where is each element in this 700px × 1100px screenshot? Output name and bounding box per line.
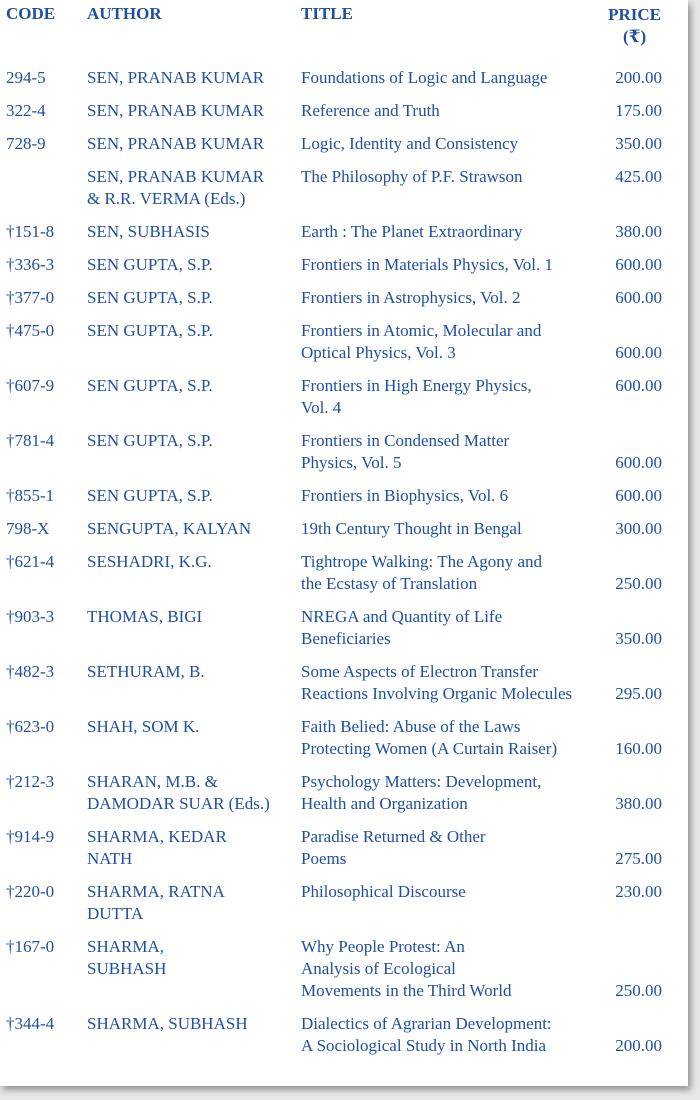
row-author [87,661,297,683]
row-author [87,606,297,628]
row-code: †482-3 [6,662,55,681]
row-title-line: Dialectics of Agrarian Development: [301,1014,552,1033]
row-title [301,485,601,507]
row-code: †220-0 [6,882,55,901]
row-title-line: Physics, Vol. 5 [301,453,402,472]
row-title [301,881,601,903]
row-author-line: SEN GUPTA, S.P. [87,376,213,395]
row-title-line: Paradise Returned & Other [301,827,486,846]
row-code: †475-0 [6,321,55,340]
row-author [87,221,297,243]
row-title [301,826,601,870]
row-code: 322-4 [6,101,46,120]
row-author [87,936,297,980]
row-title [301,606,601,650]
row-author [87,67,297,89]
row-author-line: NATH [87,849,133,868]
row-code: †607-9 [6,376,55,395]
header-author: AUTHOR [87,4,162,23]
row-author-line: SESHADRI, K.G. [87,552,212,571]
row-title [301,221,601,243]
row-author [87,287,297,309]
row-price: 600.00 [615,486,662,505]
row-author [87,320,297,342]
row-title [301,771,601,815]
row-title-line: Analysis of Ecological [301,959,456,978]
row-author-line: SHARAN, M.B. & [87,772,218,791]
row-author-line: SEN, PRANAB KUMAR [87,134,265,153]
row-price: 160.00 [615,739,662,758]
row-author-line: SEN GUPTA, S.P. [87,486,213,505]
row-author [87,551,297,573]
row-code: †212-3 [6,772,55,791]
row-title-line: Frontiers in Atomic, Molecular and [301,321,542,340]
header-price-label: PRICE [608,5,661,24]
row-code: 798-X [6,519,50,538]
row-author-line: SUBHASH [87,959,167,978]
row-title-line: Philosophical Discourse [301,882,466,901]
row-code: †336-3 [6,255,55,274]
row-author [87,771,297,815]
row-author-line: SETHURAM, B. [87,662,205,681]
row-title-line: Reactions Involving Organic Molecules [301,684,573,703]
row-code: †623-0 [6,717,55,736]
row-author [87,375,297,397]
row-code: †151-8 [6,222,55,241]
header-price [608,4,661,48]
row-price: 250.00 [615,574,662,593]
row-author [87,166,297,210]
row-title-line: Beneficiaries [301,629,391,648]
row-title [301,320,601,364]
row-title-line: 19th Century Thought in Bengal [301,519,522,538]
row-price: 295.00 [615,684,662,703]
row-title-line: Frontiers in Biophysics, Vol. 6 [301,486,509,505]
row-code: †344-4 [6,1014,55,1033]
row-title-line: A Sociological Study in North India [301,1036,547,1055]
row-author [87,254,297,276]
row-title-line: Optical Physics, Vol. 3 [301,343,456,362]
row-title-line: Foundations of Logic and Language [301,68,548,87]
row-title-line: Faith Belied: Abuse of the Laws [301,717,521,736]
row-author-line: SEN GUPTA, S.P. [87,255,213,274]
row-title-line: NREGA and Quantity of Life [301,607,503,626]
row-price: 600.00 [615,376,662,395]
row-author [87,1013,297,1035]
row-code: 294-5 [6,68,46,87]
header-code: CODE [6,4,56,23]
row-title-line: Frontiers in High Energy Physics, [301,376,532,395]
row-price: 380.00 [615,222,662,241]
row-author-line: SEN GUPTA, S.P. [87,431,213,450]
row-code: †855-1 [6,486,55,505]
row-title [301,67,601,89]
row-price: 200.00 [615,68,662,87]
row-title-line: the Ecstasy of Translation [301,574,478,593]
row-title [301,254,601,276]
row-author-line: SHARMA, KEDAR [87,827,227,846]
row-title [301,166,601,188]
row-author [87,100,297,122]
header-price-unit: (₹) [622,27,647,46]
row-code: 728-9 [6,134,46,153]
row-author [87,485,297,507]
row-title [301,551,601,595]
row-title-line: Protecting Women (A Curtain Raiser) [301,739,558,758]
row-title-line: Frontiers in Materials Physics, Vol. 1 [301,255,554,274]
row-author-line: SHARMA, [87,937,164,956]
row-code: †167-0 [6,937,55,956]
row-author [87,826,297,870]
row-price: 350.00 [615,134,662,153]
row-code: †914-9 [6,827,55,846]
row-price: 380.00 [615,794,662,813]
row-author-line: DUTTA [87,904,144,923]
row-price: 600.00 [615,343,662,362]
row-title [301,287,601,309]
row-author-line: SHARMA, SUBHASH [87,1014,248,1033]
row-title [301,936,601,1002]
row-price: 275.00 [615,849,662,868]
row-author-line: SEN GUPTA, S.P. [87,321,213,340]
row-title [301,661,601,705]
row-author [87,716,297,738]
row-title [301,133,601,155]
row-title-line: Why People Protest: An [301,937,465,956]
row-title-line: Reference and Truth [301,101,440,120]
row-price: 200.00 [615,1036,662,1055]
row-price: 250.00 [615,981,662,1000]
row-author [87,881,297,925]
row-author-line: DAMODAR SUAR (Eds.) [87,794,270,813]
header-title: TITLE [301,4,353,23]
row-author-line: SEN, PRANAB KUMAR [87,68,265,87]
row-title [301,1013,601,1057]
row-author-line: SEN, PRANAB KUMAR [87,167,265,186]
row-title [301,518,601,540]
row-title-line: Poems [301,849,347,868]
row-author-line: & R.R. VERMA (Eds.) [87,189,246,208]
row-price: 600.00 [615,453,662,472]
row-price: 350.00 [615,629,662,648]
row-title-line: Earth : The Planet Extraordinary [301,222,523,241]
row-price: 300.00 [615,519,662,538]
row-title-line: Frontiers in Condensed Matter [301,431,510,450]
row-author [87,518,297,540]
row-price: 600.00 [615,288,662,307]
row-code: †621-4 [6,552,55,571]
row-title [301,430,601,474]
row-title [301,375,601,419]
row-title-line: Logic, Identity and Consistency [301,134,519,153]
row-price: 230.00 [615,882,662,901]
row-title-line: The Philosophy of P.F. Strawson [301,167,523,186]
row-title-line: Vol. 4 [301,398,342,417]
row-code: †903-3 [6,607,55,626]
row-title-line: Some Aspects of Electron Transfer [301,662,539,681]
row-author [87,133,297,155]
row-title [301,100,601,122]
row-author-line: SEN, PRANAB KUMAR [87,101,265,120]
row-author-line: SENGUPTA, KALYAN [87,519,252,538]
row-author-line: THOMAS, BIGI [87,607,203,626]
row-price: 175.00 [615,101,662,120]
row-author-line: SEN, SUBHASIS [87,222,210,241]
row-title-line: Movements in the Third World [301,981,512,1000]
row-title [301,716,601,760]
row-code: †781-4 [6,431,55,450]
row-price: 425.00 [615,167,662,186]
row-title-line: Frontiers in Astrophysics, Vol. 2 [301,288,521,307]
row-author [87,430,297,452]
row-author-line: SHARMA, RATNA [87,882,225,901]
row-author-line: SHAH, SOM K. [87,717,200,736]
row-title-line: Tightrope Walking: The Agony and [301,552,543,571]
row-code: †377-0 [6,288,55,307]
row-title-line: Health and Organization [301,794,468,813]
row-price: 600.00 [615,255,662,274]
row-author-line: SEN GUPTA, S.P. [87,288,213,307]
row-title-line: Psychology Matters: Development, [301,772,542,791]
